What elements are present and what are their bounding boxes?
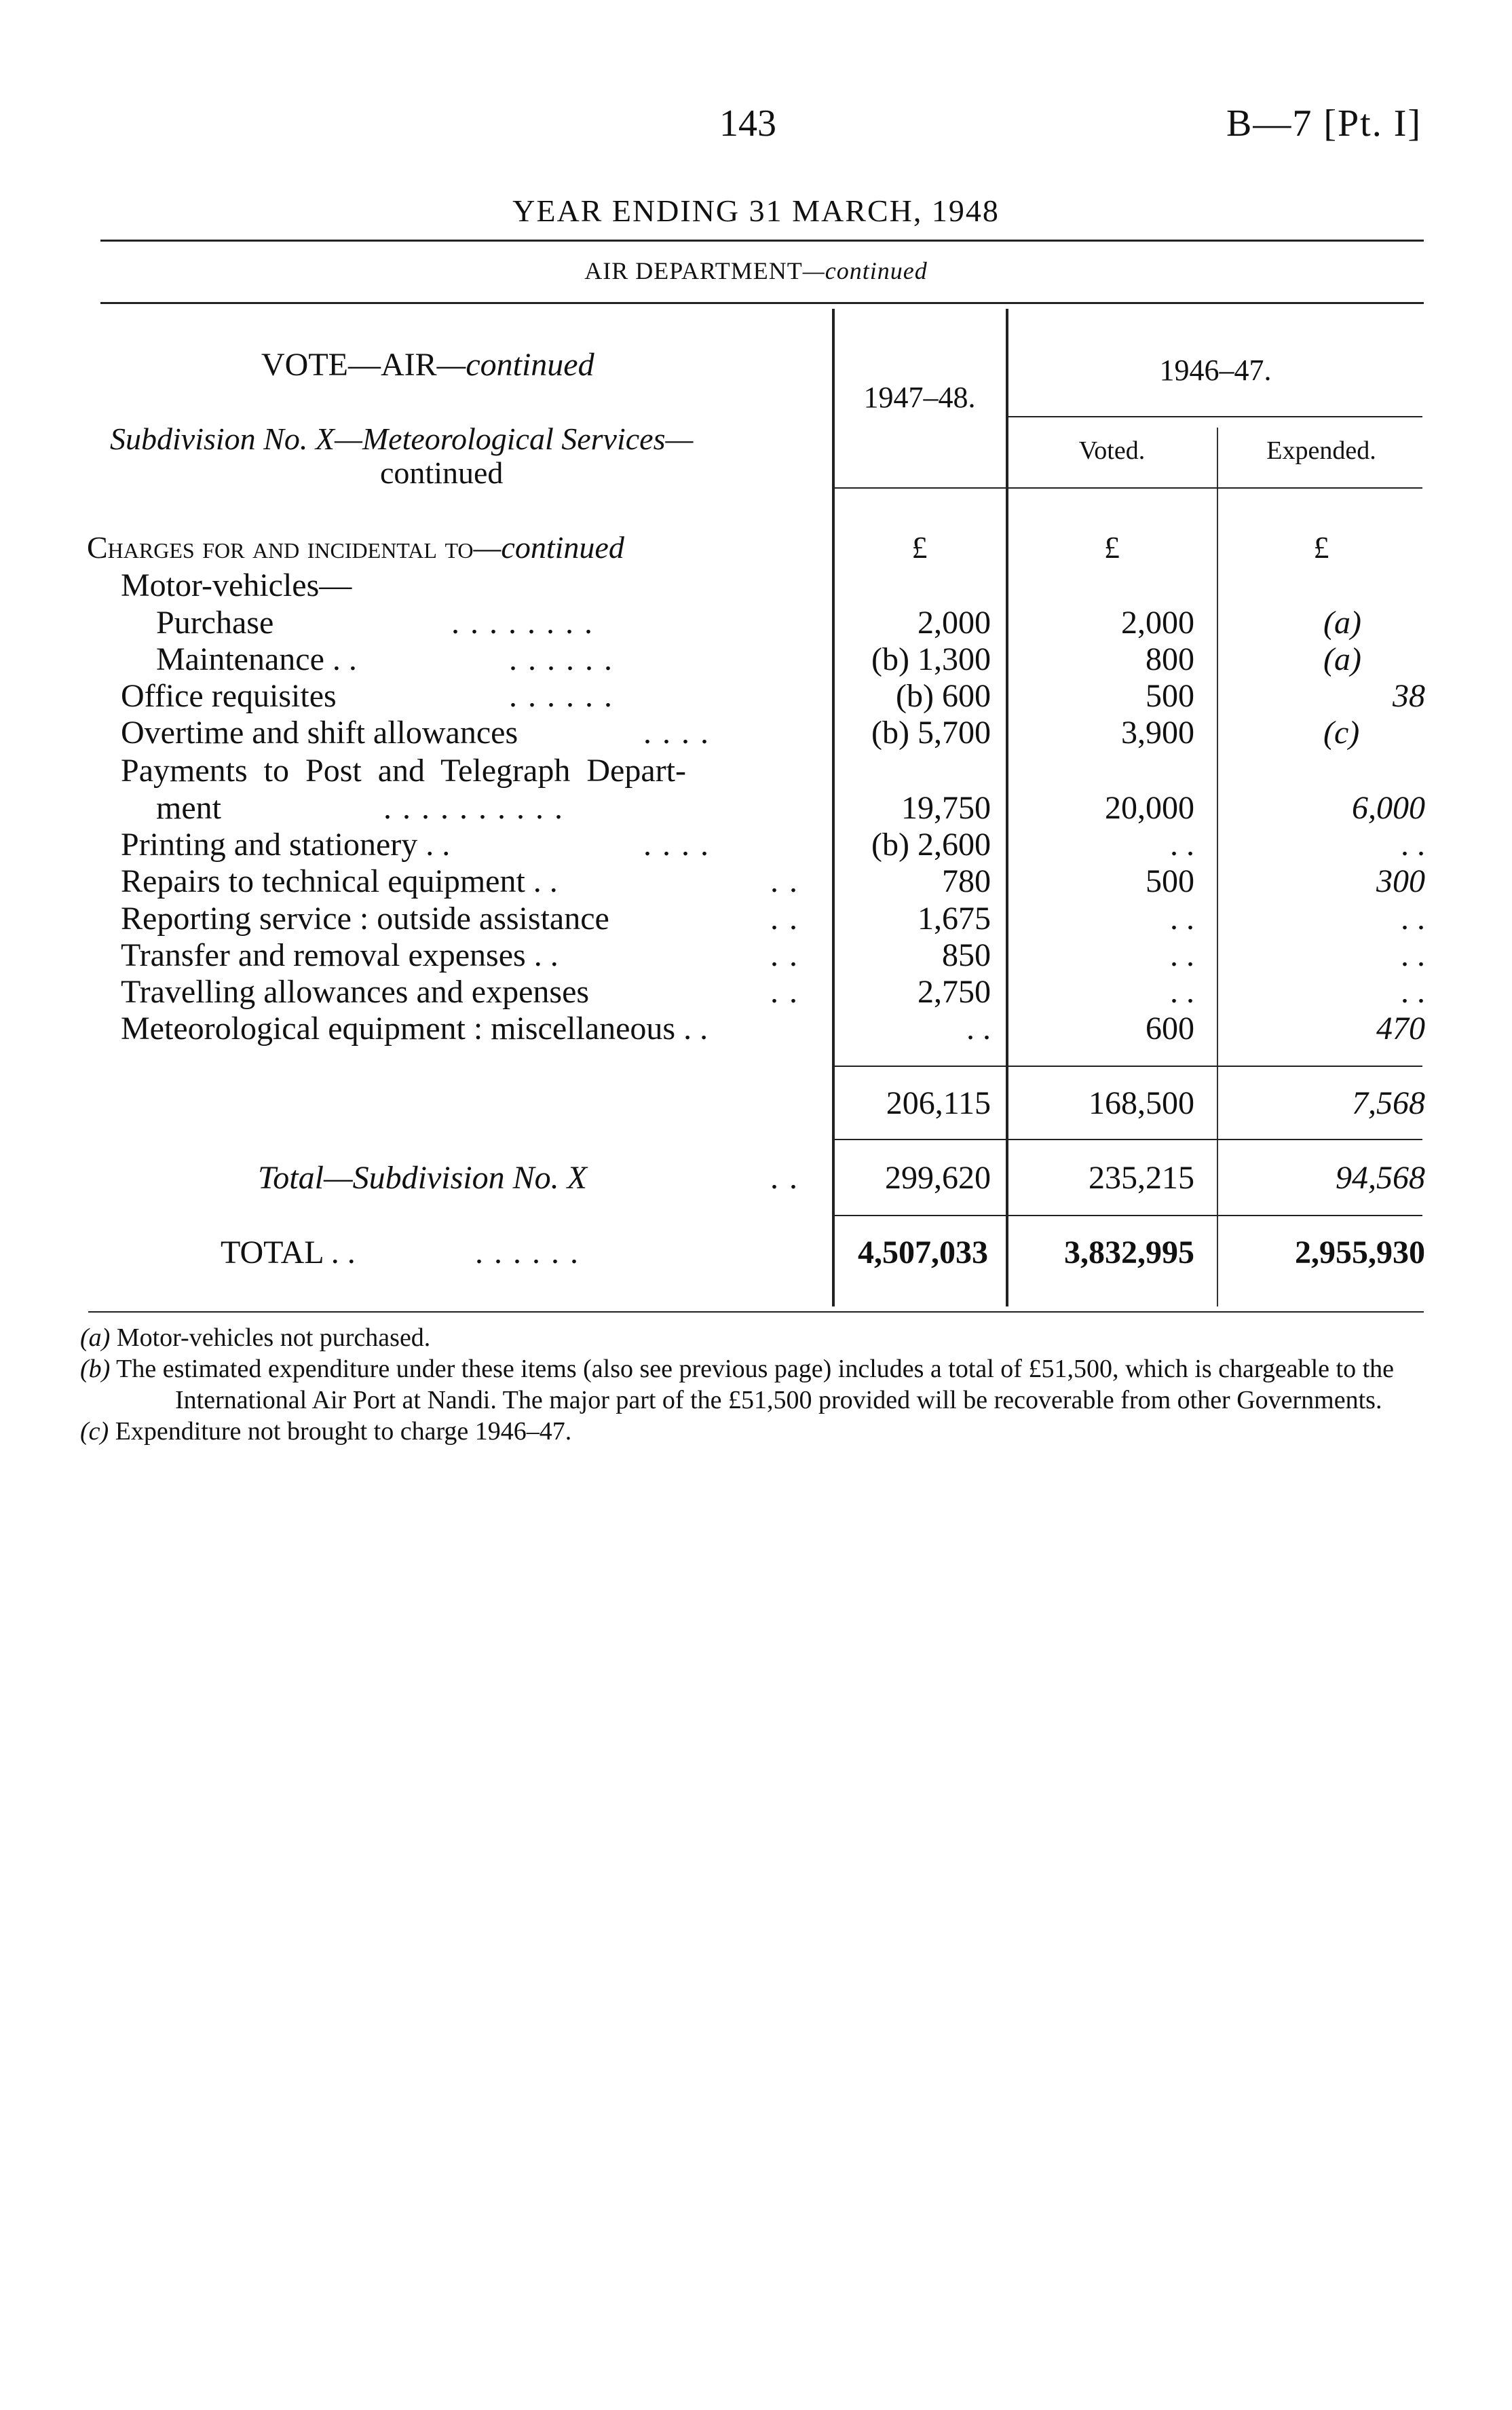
rule-under-year-group (1007, 416, 1422, 417)
table-row (0, 789, 1512, 827)
subtotal-voted: 168,500 (1089, 1085, 1194, 1121)
row-value-expended: 470 (1376, 1011, 1425, 1047)
row-label: Meteorological equipment : miscellaneous . . (121, 1011, 708, 1047)
subtotal-expended: 7,568 (1352, 1085, 1425, 1121)
rule-under-column-heads (833, 487, 1422, 489)
row-label: Repairs to technical equipment . . (121, 863, 558, 899)
table-row (0, 826, 1512, 863)
footnote-text: The estimated expenditure under these items (also see previous page) includes a total of £51,500, which is chargeable to the International Air Port at Nandi. The major part of the £51,500 provided will be recoverable from other Governments. (116, 1355, 1395, 1414)
department-name: AIR DEPARTMENT (584, 257, 803, 284)
subdivision-title: Subdivision No. X—Meteorological Services— (110, 421, 694, 456)
column-head-1946-47: 1946–47. (1159, 354, 1272, 387)
table-row (0, 752, 1512, 789)
row-value-voted: 2,000 (1121, 605, 1194, 641)
row-leader-dots: . . . . (643, 715, 710, 751)
table-row (0, 714, 1512, 751)
table-row (0, 604, 1512, 641)
row-value-1947-48: (b) 2,600 (871, 827, 991, 863)
row-value-voted: 20,000 (1105, 790, 1194, 826)
row-label: Overtime and shift allowances (121, 715, 518, 751)
rule-above-footnotes (88, 1311, 1424, 1313)
table-row (0, 900, 1512, 937)
footnote-text: Expenditure not brought to charge 1946–47. (115, 1417, 572, 1446)
section-heading-text: Charges for and incidental to (87, 530, 474, 565)
row-leader-dots: . . . . . . (475, 1235, 580, 1270)
table-row (0, 641, 1512, 678)
footnotes (80, 1322, 1437, 1447)
rule-above-subtotal (833, 1066, 1422, 1067)
row-value-expended: . . (1401, 827, 1425, 863)
footnote-b (80, 1353, 1437, 1416)
row-label: Payments to Post and Telegraph Depart- (121, 753, 686, 789)
row-value-expended: 38 (1393, 678, 1425, 714)
page-ref-part: [Pt. I] (1323, 102, 1422, 145)
row-label: Reporting service : outside assistance (121, 901, 609, 937)
total-subdivision-voted: 235,215 (1089, 1160, 1194, 1196)
row-value-1947-48: 19,750 (901, 790, 991, 826)
section-heading-cont: —continued (473, 530, 624, 565)
row-value-voted: . . (1170, 901, 1194, 937)
total-subdivision-label: Total—Subdivision No. X (258, 1160, 587, 1196)
row-value-1947-48: 780 (942, 863, 991, 899)
footnote-mark: (a) (80, 1323, 111, 1352)
row-leader-dots: . . . . . . . . . . (383, 790, 564, 826)
row-value-expended: (c) (1323, 715, 1360, 751)
vote-name: VOTE—AIR (261, 347, 437, 383)
vote-title (261, 346, 594, 383)
page-ref-code: B—7 (1226, 102, 1313, 145)
row-label: ment (156, 790, 221, 826)
page-reference (1226, 102, 1422, 145)
vote-cont: —continued (436, 347, 594, 383)
row-value-expended: 6,000 (1352, 790, 1425, 826)
row-value-expended: . . (1401, 974, 1425, 1010)
row-leader-dots: . . (770, 974, 799, 1010)
table-row (0, 863, 1512, 900)
row-label: Motor-vehicles— (121, 567, 352, 603)
rule-below-subtotal (833, 1139, 1422, 1140)
row-value-1947-48: 850 (942, 937, 991, 973)
table-row (0, 973, 1512, 1011)
row-value-voted: . . (1170, 974, 1194, 1010)
footnote-c (80, 1416, 1437, 1447)
table-row (0, 1010, 1512, 1047)
row-value-1947-48: (b) 1,300 (871, 641, 991, 677)
rule-under-year (100, 240, 1424, 242)
row-value-1947-48: . . (966, 1011, 991, 1047)
row-label: Transfer and removal expenses . . (121, 937, 559, 973)
table-row (0, 937, 1512, 974)
row-leader-dots: . . . . . . . . (451, 605, 594, 641)
row-value-1947-48: (b) 600 (896, 678, 991, 714)
grand-total-1947-48: 4,507,033 (858, 1235, 988, 1270)
row-value-expended: 300 (1376, 863, 1425, 899)
currency-c3: £ (1313, 530, 1329, 565)
currency-c1: £ (911, 530, 928, 565)
row-value-voted: 600 (1146, 1011, 1194, 1047)
subdivision-cont: continued (380, 455, 504, 490)
row-value-voted: 500 (1146, 678, 1194, 714)
column-head-expended: Expended. (1266, 436, 1376, 465)
row-leader-dots: . . (770, 863, 799, 899)
column-head-voted: Voted. (1078, 436, 1146, 465)
page-number: 143 (719, 102, 776, 145)
grand-total-label: TOTAL . . (221, 1235, 356, 1270)
grand-total-voted: 3,832,995 (1064, 1235, 1194, 1270)
section-heading (87, 529, 624, 565)
row-value-expended: . . (1401, 901, 1425, 937)
year-title: YEAR ENDING 31 MARCH, 1948 (512, 193, 1000, 228)
rule-above-total (833, 1215, 1422, 1216)
total-subdivision-row (0, 1159, 1512, 1197)
table-row (0, 677, 1512, 715)
total-subdivision-expended: 94,568 (1336, 1160, 1425, 1196)
subtotal-row (0, 1085, 1512, 1122)
row-value-expended: . . (1401, 937, 1425, 973)
rule-under-dept (100, 302, 1424, 304)
department-title (0, 257, 1512, 285)
row-value-expended: (a) (1323, 641, 1361, 677)
row-value-voted: . . (1170, 827, 1194, 863)
row-label: Maintenance . . (156, 641, 357, 677)
total-subdivision-1947-48: 299,620 (885, 1160, 991, 1196)
footnote-text: Motor-vehicles not purchased. (116, 1323, 431, 1352)
row-leader-dots: . . (770, 901, 799, 937)
department-cont: —continued (802, 257, 928, 284)
table-row (0, 567, 1512, 604)
footnote-mark: (c) (80, 1417, 109, 1446)
row-value-voted: 800 (1146, 641, 1194, 677)
subtotal-1947-48: 206,115 (886, 1085, 991, 1121)
row-value-1947-48: 2,750 (918, 974, 991, 1010)
footnote-mark: (b) (80, 1355, 111, 1383)
row-leader-dots: . . (770, 937, 799, 973)
grand-total-row (0, 1234, 1512, 1271)
footnote-a (80, 1322, 1437, 1353)
row-leader-dots: . . . . . . (509, 678, 613, 714)
row-value-voted: 500 (1146, 863, 1194, 899)
row-label: Printing and stationery . . (121, 827, 451, 863)
row-value-1947-48: 1,675 (918, 901, 991, 937)
row-value-expended: (a) (1323, 605, 1361, 641)
row-leader-dots: . . . . . . (509, 641, 613, 677)
row-label: Office requisites (121, 678, 337, 714)
grand-total-expended: 2,955,930 (1295, 1235, 1425, 1270)
column-head-1947-48: 1947–48. (863, 381, 976, 414)
row-value-1947-48: (b) 5,700 (871, 715, 991, 751)
row-value-voted: . . (1170, 937, 1194, 973)
row-label: Travelling allowances and expenses (121, 974, 590, 1010)
row-leader-dots: . . (770, 1160, 799, 1196)
row-value-1947-48: 2,000 (918, 605, 991, 641)
row-label: Purchase (156, 605, 274, 641)
row-value-voted: 3,900 (1121, 715, 1194, 751)
currency-c2: £ (1104, 530, 1120, 565)
row-leader-dots: . . . . (643, 827, 710, 863)
